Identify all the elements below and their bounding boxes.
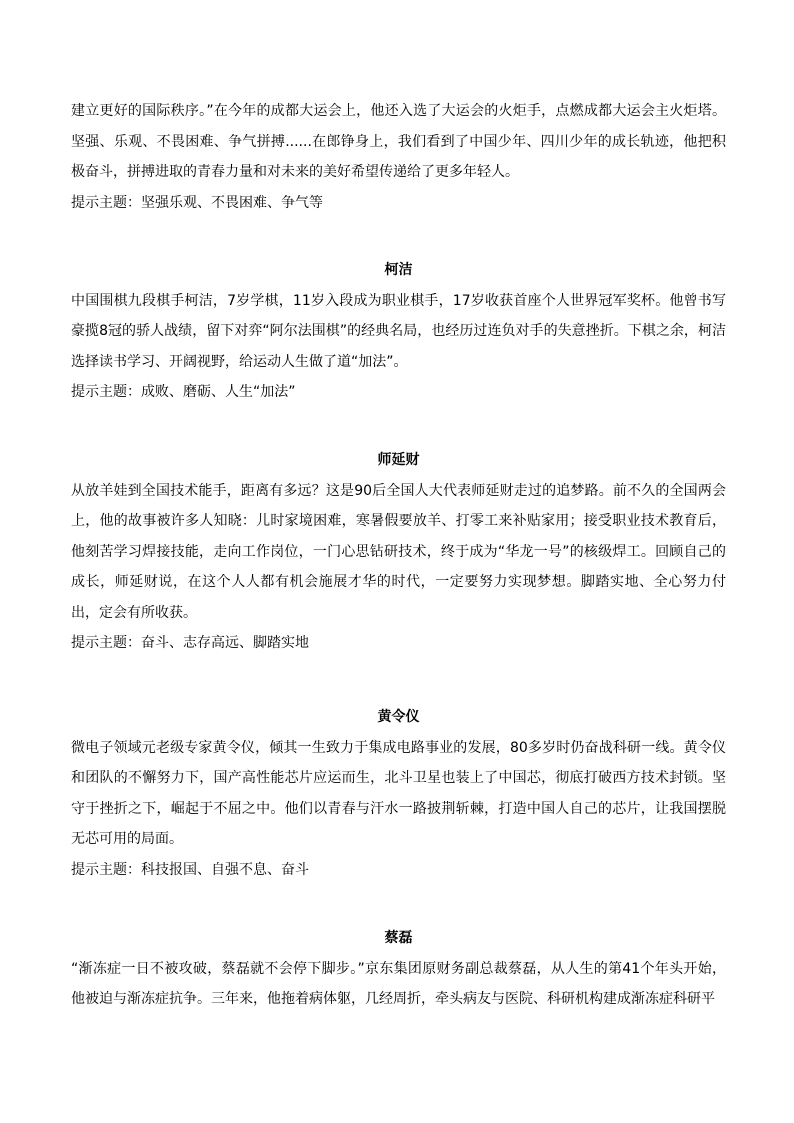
section-hint: 提示主题：坚强乐观、不畏困难、争气等: [71, 194, 323, 211]
section-kejie: [71, 255, 726, 408]
section-paragraph: 从放羊娃到全国技术能手，距离有多远？这是90后全国人大代表师延财走过的追梦路。前不久的全国两会上，他的故事被许多人知晓：儿时家境困难，寒暑假要放羊、打零工来补贴家用；接受职业技术教育后，他刻苦学习焊接技能，走向工作岗位，一门心思钻研技术，终于成为“华龙一号”的核级焊工。回顾自己的成长，师延财说，在这个人人都有机会施展才华的时代，一定要努力实现梦想。脚踏实地、全心努力付出，定会有所收获。: [71, 482, 726, 621]
section-title: 柯洁: [384, 262, 413, 278]
section-paragraph: 建立更好的国际秩序。”在今年的成都大运会上，他还入选了大运会的火炬手，点燃成都大运会主火炬塔。坚强、乐观、不畏困难、争气拼搏......在郎铮身上，我们看到了中国少年、四川少年的成长轨迹，他把积极奋斗，拼搏进取的青春力量和对未来的美好希望传递给了更多年轻人。: [71, 103, 726, 180]
section-paragraph: 微电子领域元老级专家黄令仪，倾其一生致力于集成电路事业的发展，80多岁时仍奋战科研一线。黄令仪和团队的不懈努力下，国产高性能芯片应运而生，北斗卫星也装上了中国芯，彻底打破西方技术封锁。坚守于挫折之下，崛起于不屈之中。他们以青春与汗水一路披荆斩棘，打造中国人自己的芯片，让我国摆脱无芯可用的局面。: [71, 739, 726, 847]
section-title: 蔡磊: [384, 930, 413, 946]
section-paragraph: 中国围棋九段棋手柯洁，7岁学棋，11岁入段成为职业棋手，17岁收获首座个人世界冠军奖杯。他曾书写豪揽8冠的骄人战绩，留下对弈“阿尔法围棋”的经典名局，也经历过连负对手的失意挫折。下棋之余，柯洁选择读书学习、开阔视野，给运动人生做了道“加法”。: [71, 292, 726, 370]
section-title: 黄令仪: [377, 709, 420, 725]
section-hint: 提示主题：奋斗、志存高远、脚踏实地: [71, 635, 309, 651]
section-title: 师延财: [377, 452, 420, 468]
section-hint: 提示主题：科技报国、自强不息、奋斗: [71, 861, 309, 878]
section-huanglingyi: [71, 702, 726, 885]
section-hint: 提示主题：成败、磨砺、人生“加法”: [71, 384, 296, 400]
section-paragraph: “渐冻症一日不被攻破，蔡磊就不会停下脚步。”京东集团原财务副总裁蔡磊，从人生的第41个年头开始，他被迫与渐冻症抗争。三年来，他拖着病体躯，几经周折，牵头病友与医院、科研机构建成渐冻症科研平: [71, 960, 726, 1007]
section-cailei: [71, 923, 726, 1015]
section-shiyancai: [71, 445, 726, 659]
section-langzheng-continued: [71, 96, 726, 218]
